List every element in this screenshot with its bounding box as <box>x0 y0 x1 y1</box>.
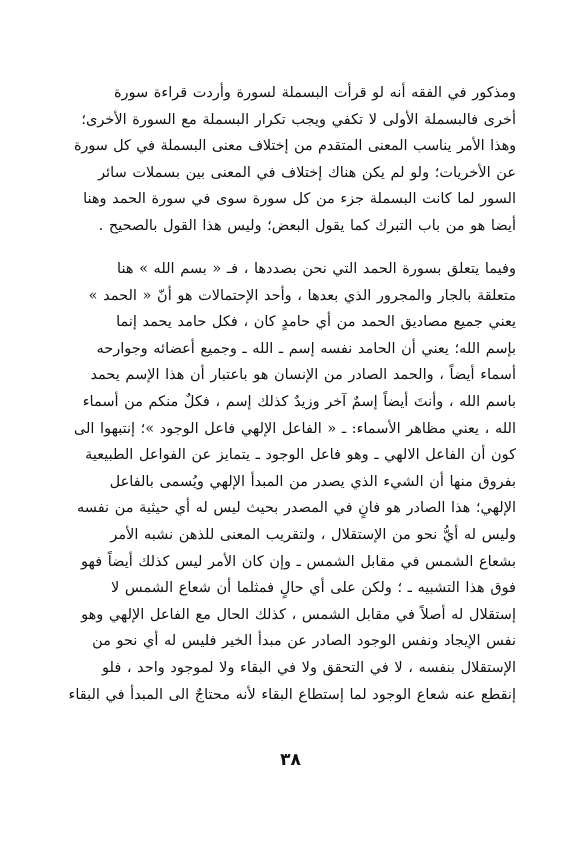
text-line: إستقلال له أصلاً في مقابل الشمس ، كذلك الحال مع الفاعل الإلهي وهو <box>81 606 516 623</box>
text-line: وفيما يتعلق بسورة الحمد التي نحن بصددها ، فـ « بسم الله » هنا <box>117 261 516 277</box>
text-line: بشعاع الشمس في مقابل الشمس ـ وإن كان الأمر ليس كذلك أيضاً فهو <box>81 553 516 570</box>
text-line: بفروق منها أن الشيء الذي يصدر من المبدأ الإلهي ويُسمى بالفاعل <box>109 473 516 490</box>
text-line: ومذكور في الفقه أنه لو قرأت البسملة لسورة وأردت قراءة سورة <box>113 85 516 101</box>
paragraph-1 <box>68 80 516 240</box>
text-line: الإستقلال بنفسه ، لا في التحقق ولا في البقاء ولا لموجود واحد ، فلو <box>102 659 516 676</box>
text-line: يعني جميع مصاديق الحمد من أي حامدٍ كان ، فكل حامد يحمد إنما <box>116 314 516 331</box>
text-line: باسم الله ، وأنتَ أيضاً إسمٌ آخر وزيدٌ كذلك إسم ، فكلٌ منكم من أسماء <box>82 393 516 410</box>
text-line: أيضا هو من باب التبرك كما يقول البعض؛ وليس هذا القول بالصحيح . <box>98 217 516 234</box>
text-line: الإلهي؛ هذا الصادر هو فانٍ في المصدر بحيث ليس له أي حيثية من نفسه <box>77 500 516 517</box>
text-line: أخرى فالبسملة الأولى لا تكفي ويجب تكرار البسملة مع السورة الأخرى؛ <box>81 111 516 128</box>
text-line: فوق هذا التشبيه ـ ؛ ولكن على أي حالٍ فمثلما أن شعاع الشمس لا <box>110 580 516 597</box>
paragraph-2 <box>68 256 516 708</box>
text-line: عن الأخريات؛ ولو لم يكن هناك إختلاف في المعنى بين بسملات سائر <box>98 164 516 181</box>
text-line: متعلقة بالجار والمجرور الذي بعدها ، وأحد الإحتمالات هو أنّ « الحمد » <box>88 287 516 304</box>
text-line: أسماء أيضاً ، والحمد الصادر من الإنسان هو باعتبار أن هذا الإسم يحمد <box>90 367 516 384</box>
text-line: كون أن الفاعل الالهي ـ وهو فاعل الوجود ـ يتمايز عن الفواعل الطبيعية <box>85 447 516 464</box>
text-line: وهذا الأمر يناسب المعنى المتقدم من إختلاف معنى البسملة في كل سورة <box>73 138 516 155</box>
text-line: السور لما كانت البسملة جزء من كل سورة سوى في سورة الحمد وهنا <box>83 191 516 208</box>
text-line: الله ، يعني مظاهر الأسماء: ـ « الفاعل الإلهي فاعل الوجود »؛ إنتبهوا الى <box>73 420 516 437</box>
text-line: إنقطع عنه شعاع الوجود لما إستطاع البقاء لأنه محتاجٌ الى المبدأ في البقاء <box>68 686 516 703</box>
page-number: ٣٨ <box>280 750 301 770</box>
text-line: وليس له أيُّ نحو من الإستقلال ، ولتقريب المعنى للذهن نشبه الأمر <box>110 526 516 543</box>
text-line: بإسم الله؛ يعني أن الحامد نفسه إسم ـ الله ـ وجميع أعضائه وجوارحه <box>96 340 516 357</box>
text-line: نفس الإيجاد ونفس الوجود الصادر عن مبدأ الخير فليس له أي نحو من <box>92 633 516 650</box>
